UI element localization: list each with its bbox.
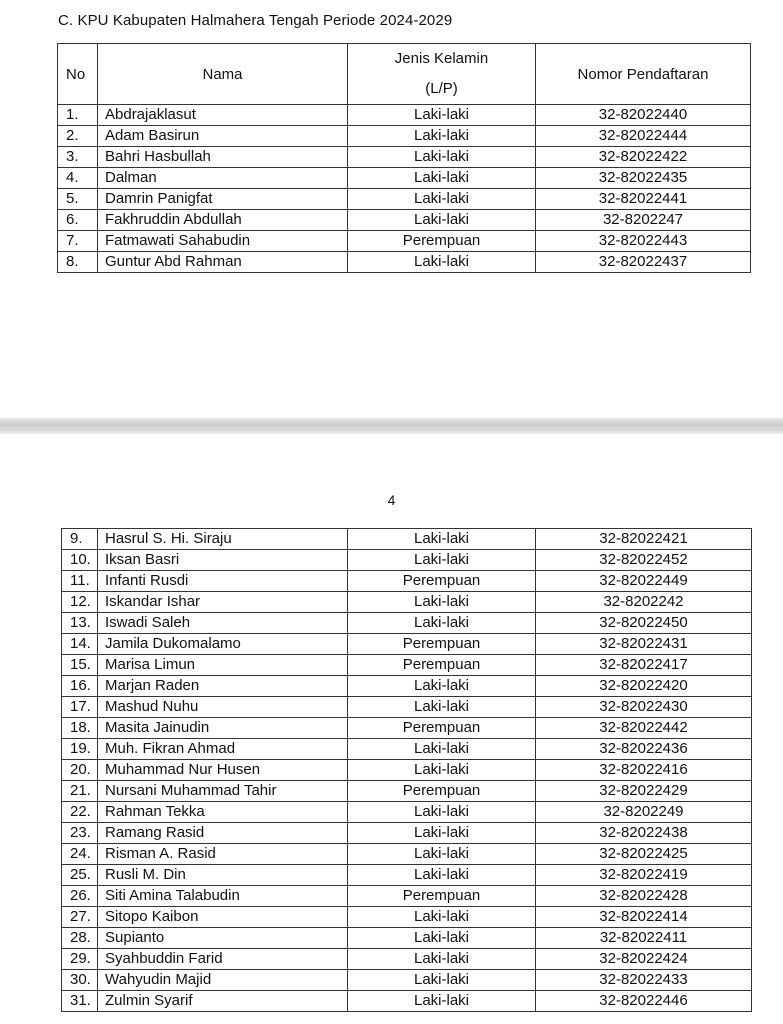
- row-jenis-kelamin: Laki-laki: [348, 844, 536, 865]
- row-nomor-pendaftaran: 32-82022438: [536, 823, 752, 844]
- row-nomor-pendaftaran: 32-82022440: [536, 105, 751, 126]
- row-nomor-pendaftaran: 32-82022436: [536, 739, 752, 760]
- row-nomor-pendaftaran: 32-8202249: [536, 802, 752, 823]
- section-title: C. KPU Kabupaten Halmahera Tengah Periode 2024-2029: [58, 12, 453, 29]
- row-no: 20.: [62, 760, 98, 781]
- row-nomor-pendaftaran: 32-82022435: [536, 168, 751, 189]
- row-jenis-kelamin: Laki-laki: [348, 865, 536, 886]
- table-header-row: [58, 44, 751, 105]
- row-nomor-pendaftaran: 32-82022441: [536, 189, 751, 210]
- table-row: [62, 529, 752, 550]
- row-nomor-pendaftaran: 32-82022429: [536, 781, 752, 802]
- row-nomor-pendaftaran: 32-82022421: [536, 529, 752, 550]
- table-row: [62, 781, 752, 802]
- row-no: 21.: [62, 781, 98, 802]
- row-nama: Masita Jainudin: [98, 718, 348, 739]
- table-row: [62, 802, 752, 823]
- row-nama: Jamila Dukomalamo: [98, 634, 348, 655]
- candidate-table-page-1: [57, 43, 751, 273]
- row-no: 14.: [62, 634, 98, 655]
- table-row: [62, 928, 752, 949]
- table-row: [58, 231, 751, 252]
- row-nama: Hasrul S. Hi. Siraju: [98, 529, 348, 550]
- row-jenis-kelamin: Laki-laki: [348, 126, 536, 147]
- table-row: [62, 886, 752, 907]
- row-jenis-kelamin: Laki-laki: [348, 676, 536, 697]
- row-no: 7.: [58, 231, 98, 252]
- row-no: 10.: [62, 550, 98, 571]
- row-nomor-pendaftaran: 32-82022452: [536, 550, 752, 571]
- table-row: [62, 571, 752, 592]
- row-nama: Fakhruddin Abdullah: [98, 210, 348, 231]
- row-nomor-pendaftaran: 32-82022431: [536, 634, 752, 655]
- row-nomor-pendaftaran: 32-82022450: [536, 613, 752, 634]
- row-nama: Zulmin Syarif: [98, 991, 348, 1012]
- table-row: [58, 105, 751, 126]
- row-no: 19.: [62, 739, 98, 760]
- row-jenis-kelamin: Laki-laki: [348, 760, 536, 781]
- row-jenis-kelamin: Laki-laki: [348, 592, 536, 613]
- row-jenis-kelamin: Laki-laki: [348, 189, 536, 210]
- row-nomor-pendaftaran: 32-82022417: [536, 655, 752, 676]
- row-nomor-pendaftaran: 32-82022420: [536, 676, 752, 697]
- row-jenis-kelamin: Laki-laki: [348, 210, 536, 231]
- row-no: 17.: [62, 697, 98, 718]
- row-jenis-kelamin: Perempuan: [348, 781, 536, 802]
- table-row: [58, 147, 751, 168]
- row-nama: Wahyudin Majid: [98, 970, 348, 991]
- table-row: [58, 168, 751, 189]
- header-no: No: [58, 44, 98, 105]
- row-nama: Muh. Fikran Ahmad: [98, 739, 348, 760]
- row-nomor-pendaftaran: 32-82022428: [536, 886, 752, 907]
- row-no: 28.: [62, 928, 98, 949]
- row-no: 3.: [58, 147, 98, 168]
- row-no: 6.: [58, 210, 98, 231]
- row-jenis-kelamin: Laki-laki: [348, 147, 536, 168]
- row-nama: Sitopo Kaibon: [98, 907, 348, 928]
- row-nomor-pendaftaran: 32-82022424: [536, 949, 752, 970]
- row-jenis-kelamin: Perempuan: [348, 886, 536, 907]
- row-nomor-pendaftaran: 32-82022449: [536, 571, 752, 592]
- row-jenis-kelamin: Laki-laki: [348, 907, 536, 928]
- row-nomor-pendaftaran: 32-82022425: [536, 844, 752, 865]
- row-no: 29.: [62, 949, 98, 970]
- row-no: 1.: [58, 105, 98, 126]
- row-nama: Syahbuddin Farid: [98, 949, 348, 970]
- table-row: [62, 949, 752, 970]
- row-nomor-pendaftaran: 32-82022444: [536, 126, 751, 147]
- table-row: [58, 252, 751, 273]
- table-row: [62, 991, 752, 1012]
- header-nomor-pendaftaran: Nomor Pendaftaran: [536, 44, 751, 105]
- header-jenis-kelamin-line1: Jenis Kelamin: [394, 50, 489, 67]
- table-row: [62, 823, 752, 844]
- row-no: 25.: [62, 865, 98, 886]
- row-jenis-kelamin: Laki-laki: [348, 168, 536, 189]
- row-no: 5.: [58, 189, 98, 210]
- row-jenis-kelamin: Laki-laki: [348, 550, 536, 571]
- row-no: 9.: [62, 529, 98, 550]
- table-row: [62, 907, 752, 928]
- row-no: 22.: [62, 802, 98, 823]
- row-jenis-kelamin: Perempuan: [348, 571, 536, 592]
- row-nama: Iswadi Saleh: [98, 613, 348, 634]
- table-row: [62, 655, 752, 676]
- row-jenis-kelamin: Laki-laki: [348, 928, 536, 949]
- row-jenis-kelamin: Laki-laki: [348, 970, 536, 991]
- table-row: [62, 739, 752, 760]
- row-nomor-pendaftaran: 32-82022446: [536, 991, 752, 1012]
- row-jenis-kelamin: Laki-laki: [348, 105, 536, 126]
- row-no: 18.: [62, 718, 98, 739]
- row-jenis-kelamin: Perempuan: [348, 718, 536, 739]
- row-no: 23.: [62, 823, 98, 844]
- row-nama: Marjan Raden: [98, 676, 348, 697]
- row-no: 24.: [62, 844, 98, 865]
- header-nama: Nama: [98, 44, 348, 105]
- row-nama: Ramang Rasid: [98, 823, 348, 844]
- row-nama: Siti Amina Talabudin: [98, 886, 348, 907]
- table-row: [62, 760, 752, 781]
- table-row: [62, 697, 752, 718]
- table-row: [62, 844, 752, 865]
- header-jenis-kelamin: [348, 44, 536, 105]
- row-nama: Muhammad Nur Husen: [98, 760, 348, 781]
- row-nama: Supianto: [98, 928, 348, 949]
- row-nama: Bahri Hasbullah: [98, 147, 348, 168]
- row-nomor-pendaftaran: 32-82022411: [536, 928, 752, 949]
- row-nama: Infanti Rusdi: [98, 571, 348, 592]
- candidate-table-page-2: [61, 528, 752, 1012]
- row-no: 31.: [62, 991, 98, 1012]
- row-jenis-kelamin: Laki-laki: [348, 739, 536, 760]
- row-nomor-pendaftaran: 32-82022433: [536, 970, 752, 991]
- row-nama: Guntur Abd Rahman: [98, 252, 348, 273]
- page-number: 4: [387, 492, 396, 508]
- row-no: 8.: [58, 252, 98, 273]
- row-nomor-pendaftaran: 32-82022437: [536, 252, 751, 273]
- row-jenis-kelamin: Laki-laki: [348, 991, 536, 1012]
- row-nomor-pendaftaran: 32-82022430: [536, 697, 752, 718]
- row-nama: Damrin Panigfat: [98, 189, 348, 210]
- row-nomor-pendaftaran: 32-82022416: [536, 760, 752, 781]
- row-no: 13.: [62, 613, 98, 634]
- table-row: [62, 592, 752, 613]
- row-no: 12.: [62, 592, 98, 613]
- page-break-divider: [0, 418, 783, 434]
- row-nomor-pendaftaran: 32-82022414: [536, 907, 752, 928]
- row-no: 27.: [62, 907, 98, 928]
- row-nama: Abdrajaklasut: [98, 105, 348, 126]
- row-nama: Iksan Basri: [98, 550, 348, 571]
- table-row: [58, 210, 751, 231]
- row-nama: Mashud Nuhu: [98, 697, 348, 718]
- row-nama: Iskandar Ishar: [98, 592, 348, 613]
- row-no: 4.: [58, 168, 98, 189]
- table-row: [62, 676, 752, 697]
- row-nama: Rahman Tekka: [98, 802, 348, 823]
- row-nama: Marisa Limun: [98, 655, 348, 676]
- table-row: [62, 970, 752, 991]
- row-nama: Fatmawati Sahabudin: [98, 231, 348, 252]
- row-jenis-kelamin: Perempuan: [348, 634, 536, 655]
- row-nomor-pendaftaran: 32-8202242: [536, 592, 752, 613]
- row-nama: Rusli M. Din: [98, 865, 348, 886]
- row-no: 11.: [62, 571, 98, 592]
- table-row: [58, 126, 751, 147]
- row-nama: Risman A. Rasid: [98, 844, 348, 865]
- row-no: 2.: [58, 126, 98, 147]
- row-nama: Dalman: [98, 168, 348, 189]
- row-no: 30.: [62, 970, 98, 991]
- row-nomor-pendaftaran: 32-82022442: [536, 718, 752, 739]
- header-jenis-kelamin-line2: (L/P): [425, 80, 458, 97]
- row-nama: Adam Basirun: [98, 126, 348, 147]
- table-row: [62, 550, 752, 571]
- row-no: 15.: [62, 655, 98, 676]
- row-jenis-kelamin: Laki-laki: [348, 802, 536, 823]
- table-row: [62, 613, 752, 634]
- row-jenis-kelamin: Laki-laki: [348, 823, 536, 844]
- row-nomor-pendaftaran: 32-82022419: [536, 865, 752, 886]
- row-jenis-kelamin: Laki-laki: [348, 949, 536, 970]
- row-jenis-kelamin: Perempuan: [348, 231, 536, 252]
- table-row: [62, 865, 752, 886]
- table-row: [62, 718, 752, 739]
- row-jenis-kelamin: Laki-laki: [348, 613, 536, 634]
- row-jenis-kelamin: Perempuan: [348, 655, 536, 676]
- row-nama: Nursani Muhammad Tahir: [98, 781, 348, 802]
- row-jenis-kelamin: Laki-laki: [348, 252, 536, 273]
- row-jenis-kelamin: Laki-laki: [348, 697, 536, 718]
- table-row: [62, 634, 752, 655]
- row-nomor-pendaftaran: 32-82022422: [536, 147, 751, 168]
- table-row: [58, 189, 751, 210]
- row-no: 26.: [62, 886, 98, 907]
- row-no: 16.: [62, 676, 98, 697]
- row-nomor-pendaftaran: 32-82022443: [536, 231, 751, 252]
- row-nomor-pendaftaran: 32-8202247: [536, 210, 751, 231]
- row-jenis-kelamin: Laki-laki: [348, 529, 536, 550]
